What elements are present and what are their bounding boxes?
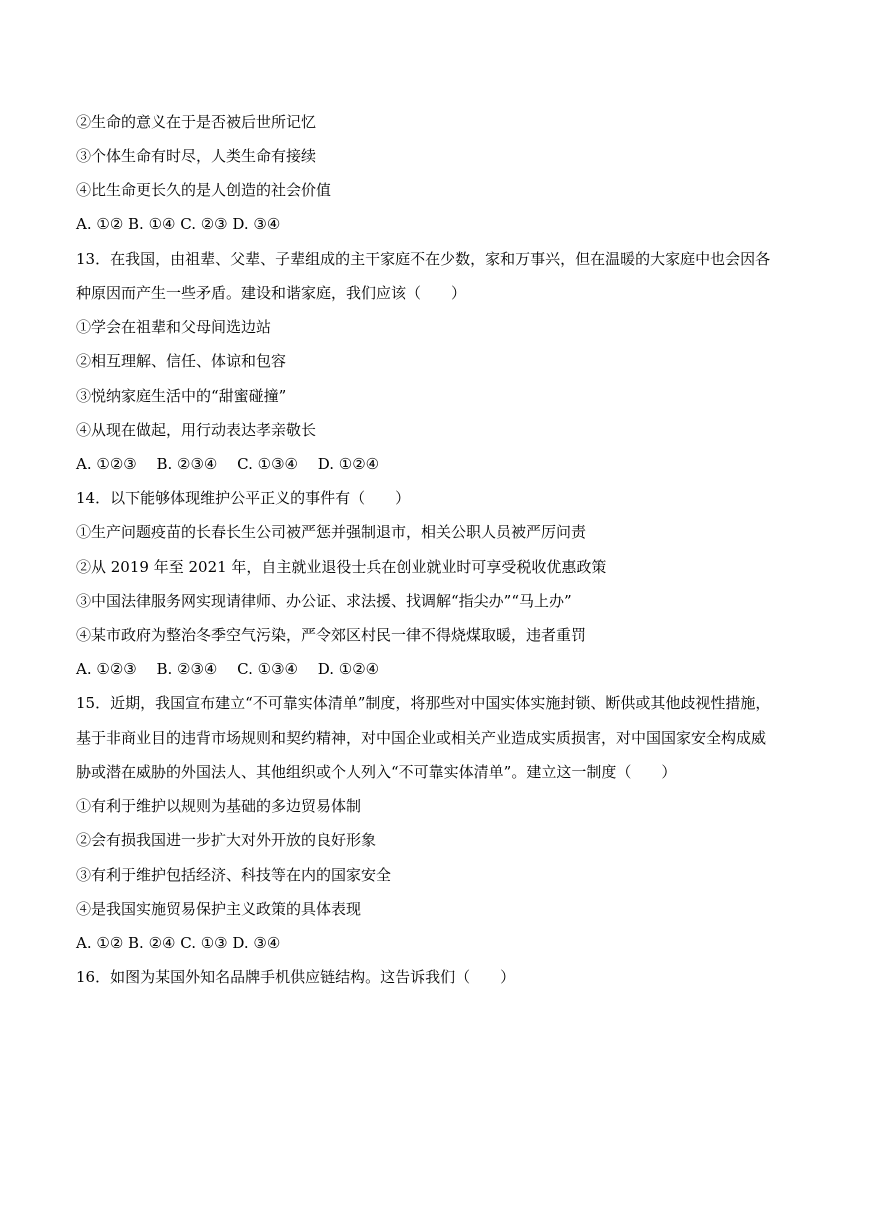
q15-stem-line-2: 基于非商业目的违背市场规则和契约精神，对中国企业或相关产业造成实质损害，对中国国家安全构成威 <box>76 729 767 747</box>
q15-option-2: ②会有损我国进一步扩大对外开放的良好形象 <box>76 831 377 849</box>
q12-option-3: ③个体生命有时尽，人类生命有接续 <box>76 147 317 165</box>
q15-stem-line-1: 15．近期，我国宣布建立“不可靠实体清单”制度，将那些对中国实体实施封锁、断供或其他歧视性措施， <box>76 694 771 712</box>
q12-option-2: ②生命的意义在于是否被后世所记忆 <box>76 113 317 131</box>
q14-choices: A. ①②③ B. ②③④ C. ①③④ D. ①②④ <box>76 660 380 678</box>
q13-stem-line-1: 13．在我国，由祖辈、父辈、子辈组成的主干家庭不在少数，家和万事兴，但在温暖的大家庭中也会因各 <box>76 250 771 268</box>
q14-stem: 14．以下能够体现维护公平正义的事件有（ ） <box>76 489 411 507</box>
q16-stem: 16．如图为某国外知名品牌手机供应链结构。这告诉我们（ ） <box>76 968 516 986</box>
q14-option-1: ①生产问题疫苗的长春长生公司被严惩并强制退市，相关公职人员被严厉问责 <box>76 523 587 541</box>
q14-option-2: ②从 2019 年至 2021 年，自主就业退役士兵在创业就业时可享受税收优惠政策 <box>76 558 607 576</box>
q12-choices: A. ①② B. ①④ C. ②③ D. ③④ <box>76 215 281 233</box>
q13-option-2: ②相互理解、信任、体谅和包容 <box>76 352 287 370</box>
q13-option-1: ①学会在祖辈和父母间选边站 <box>76 318 272 336</box>
q15-stem-line-3: 胁或潜在威胁的外国法人、其他组织或个人列入“不可靠实体清单”。建立这一制度（ ） <box>76 763 677 781</box>
q15-option-1: ①有利于维护以规则为基础的多边贸易体制 <box>76 797 362 815</box>
q14-option-3: ③中国法律服务网实现请律师、办公证、求法援、找调解“指尖办”“马上办” <box>76 592 572 610</box>
q15-option-4: ④是我国实施贸易保护主义政策的具体表现 <box>76 900 362 918</box>
q13-stem-line-2: 种原因而产生一些矛盾。建设和谐家庭，我们应该（ ） <box>76 284 467 302</box>
q14-option-4: ④某市政府为整治冬季空气污染，严令郊区村民一律不得烧煤取暖，违者重罚 <box>76 626 587 644</box>
q13-option-3: ③悦纳家庭生活中的“甜蜜碰撞” <box>76 387 287 405</box>
q15-option-3: ③有利于维护包括经济、科技等在内的国家安全 <box>76 866 392 884</box>
q13-choices: A. ①②③ B. ②③④ C. ①③④ D. ①②④ <box>76 455 380 473</box>
q12-option-4: ④比生命更长久的是人创造的社会价值 <box>76 181 332 199</box>
q15-choices: A. ①② B. ②④ C. ①③ D. ③④ <box>76 934 281 952</box>
q13-option-4: ④从现在做起，用行动表达孝亲敬长 <box>76 421 317 439</box>
